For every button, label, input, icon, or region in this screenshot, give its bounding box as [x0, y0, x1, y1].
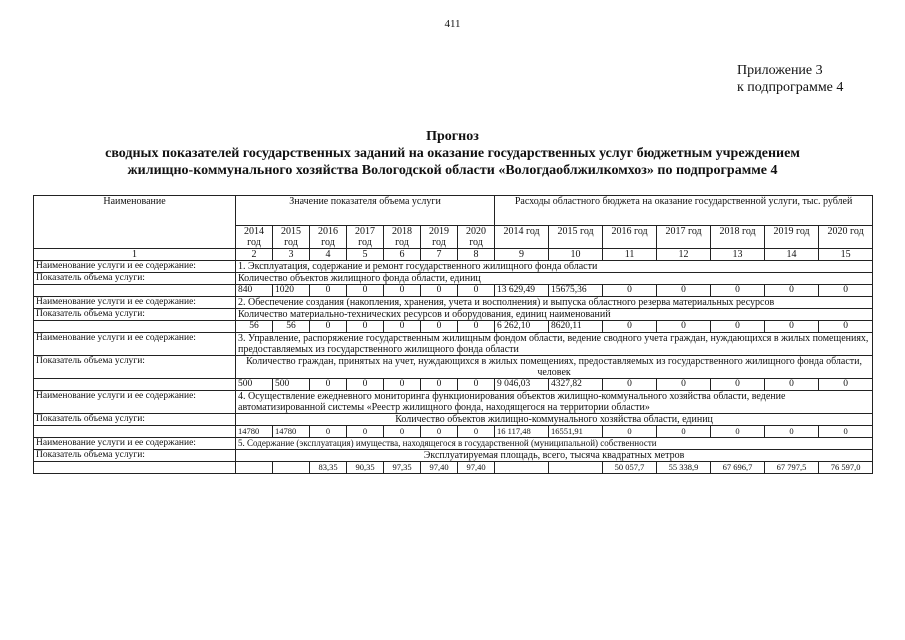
- value-cell: 0: [819, 426, 873, 438]
- value-cell: 0: [347, 379, 384, 391]
- value-cell: 0: [384, 379, 421, 391]
- value-cell: 0: [657, 321, 711, 333]
- value-cell: 90,35: [347, 462, 384, 474]
- service-text: 2. Обеспечение создания (накопления, хранения, учета и восполнения) и выпуска областного резерва материальных ресурсов: [236, 297, 873, 309]
- value-cell: 1020: [273, 285, 310, 297]
- empty-cell: [34, 285, 236, 297]
- value-cell: 14780: [236, 426, 273, 438]
- year-cell: 2014 год: [236, 226, 273, 249]
- service-row: [34, 261, 873, 273]
- column-number: 4: [310, 249, 347, 261]
- year-cell: 2015 год: [549, 226, 603, 249]
- service-row: [34, 438, 873, 450]
- year-cell: 2017 год: [347, 226, 384, 249]
- indicator-row: [34, 450, 873, 462]
- value-cell: 0: [421, 321, 458, 333]
- value-cell: 97,40: [458, 462, 495, 474]
- document-title: [40, 128, 865, 179]
- column-numbers-row: [34, 249, 873, 261]
- value-cell: 0: [421, 426, 458, 438]
- title-line-3: жилищно-коммунального хозяйства Вологодской области «Вологдаоблжилкомхоз» по подпрограмме 4: [127, 163, 778, 178]
- value-cell: 0: [603, 321, 657, 333]
- value-cell: 16551,91: [549, 426, 603, 438]
- value-cell: 0: [765, 285, 819, 297]
- page-number: 411: [444, 18, 461, 30]
- value-cell: 13 629,49: [495, 285, 549, 297]
- value-cell: 0: [819, 379, 873, 391]
- value-cell: 0: [310, 379, 347, 391]
- value-cell: 0: [819, 321, 873, 333]
- column-number: 5: [347, 249, 384, 261]
- year-cell: 2016 год: [310, 226, 347, 249]
- value-cell: 0: [347, 426, 384, 438]
- indicator-label: Показатель объема услуги:: [34, 450, 236, 462]
- service-row: [34, 333, 873, 356]
- year-cell: 2015 год: [273, 226, 310, 249]
- indicator-text: Количество объектов жилищного фонда области, единиц: [236, 273, 873, 285]
- header-value-cell: Значение показателя объема услуги: [236, 196, 495, 226]
- column-number: 6: [384, 249, 421, 261]
- appendix-line-2: к подпрограмме 4: [737, 80, 844, 95]
- column-number: 8: [458, 249, 495, 261]
- value-cell: 97,35: [384, 462, 421, 474]
- column-number: 14: [765, 249, 819, 261]
- column-number: 2: [236, 249, 273, 261]
- value-cell: 0: [765, 426, 819, 438]
- empty-cell: [34, 379, 236, 391]
- service-text: 1. Эксплуатация, содержание и ремонт государственного жилищного фонда области: [236, 261, 873, 273]
- value-cell: 0: [458, 379, 495, 391]
- column-number: 11: [603, 249, 657, 261]
- indicator-row: [34, 414, 873, 426]
- service-text: 3. Управление, распоряжение государственным жилищным фондом области, ведение сводного учета граждан, нуждающихся в жилых помещениях, предоставляемых из государственного жилищного фонда области: [236, 333, 873, 356]
- value-cell: [495, 462, 549, 474]
- value-cell: 76 597,0: [819, 462, 873, 474]
- value-cell: 97,40: [421, 462, 458, 474]
- indicator-text: Количество граждан, принятых на учет, нуждающихся в жилых помещениях, предоставляемых из государственного жилищного фонда области, человек: [236, 356, 873, 379]
- service-label: Наименование услуги и ее содержание:: [34, 333, 236, 356]
- value-cell: [236, 462, 273, 474]
- value-cell: 500: [273, 379, 310, 391]
- value-cell: 0: [310, 426, 347, 438]
- indicator-row: [34, 273, 873, 285]
- title-line-1: Прогноз: [426, 129, 479, 144]
- value-cell: 0: [603, 426, 657, 438]
- indicator-label: Показатель объема услуги:: [34, 273, 236, 285]
- values-row: [34, 379, 873, 391]
- value-cell: 9 046,03: [495, 379, 549, 391]
- value-cell: 15675,36: [549, 285, 603, 297]
- empty-cell: [34, 321, 236, 333]
- value-cell: 0: [347, 285, 384, 297]
- values-row: [34, 321, 873, 333]
- value-cell: 0: [711, 285, 765, 297]
- appendix-line-1: Приложение 3: [737, 63, 823, 78]
- value-cell: 840: [236, 285, 273, 297]
- service-label: Наименование услуги и ее содержание:: [34, 438, 236, 450]
- indicator-row: [34, 309, 873, 321]
- column-number: 9: [495, 249, 549, 261]
- indicator-label: Показатель объема услуги:: [34, 414, 236, 426]
- value-cell: 0: [347, 321, 384, 333]
- year-cell: 2018 год: [711, 226, 765, 249]
- header-name-cell: Наименование: [34, 196, 236, 249]
- value-cell: 0: [310, 321, 347, 333]
- value-cell: 0: [765, 321, 819, 333]
- value-cell: 500: [236, 379, 273, 391]
- value-cell: 56: [273, 321, 310, 333]
- year-cell: 2020 год: [819, 226, 873, 249]
- value-cell: 0: [657, 426, 711, 438]
- service-text: 4. Осуществление ежедневного мониторинга функционирования объектов жилищно-коммунального хозяйства области, ведение автоматизированной системы «Реестр жилищного фонда, находящегося на территории области»: [236, 391, 873, 414]
- value-cell: 14780: [273, 426, 310, 438]
- value-cell: 56: [236, 321, 273, 333]
- year-cell: 2019 год: [421, 226, 458, 249]
- value-cell: 4327,82: [549, 379, 603, 391]
- value-cell: 0: [458, 321, 495, 333]
- value-cell: [273, 462, 310, 474]
- value-cell: 0: [657, 285, 711, 297]
- value-cell: 0: [657, 379, 711, 391]
- year-cell: 2019 год: [765, 226, 819, 249]
- value-cell: 0: [458, 426, 495, 438]
- indicator-text: Количество материально-технических ресурсов и оборудования, единиц наименований: [236, 309, 873, 321]
- column-number: 15: [819, 249, 873, 261]
- indicator-label: Показатель объема услуги:: [34, 309, 236, 321]
- service-text: 5. Содержание (эксплуатация) имущества, находящегося в государственной (муниципальной) собственности: [236, 438, 873, 450]
- year-cell: 2018 год: [384, 226, 421, 249]
- value-cell: [549, 462, 603, 474]
- value-cell: 0: [384, 426, 421, 438]
- indicator-text: Количество объектов жилищно-коммунального хозяйства области, единиц: [236, 414, 873, 426]
- value-cell: 0: [421, 285, 458, 297]
- service-label: Наименование услуги и ее содержание:: [34, 391, 236, 414]
- values-row: [34, 462, 873, 474]
- service-row: [34, 297, 873, 309]
- year-cell: 2017 год: [657, 226, 711, 249]
- value-cell: 8620,11: [549, 321, 603, 333]
- header-row: [34, 196, 873, 226]
- value-cell: 0: [384, 285, 421, 297]
- value-cell: 0: [711, 321, 765, 333]
- column-number: 10: [549, 249, 603, 261]
- column-number: 7: [421, 249, 458, 261]
- service-row: [34, 391, 873, 414]
- values-row: [34, 426, 873, 438]
- empty-cell: [34, 426, 236, 438]
- appendix-note: [737, 62, 843, 96]
- year-cell: 2014 год: [495, 226, 549, 249]
- value-cell: 16 117,48: [495, 426, 549, 438]
- title-line-2: сводных показателей государственных заданий на оказание государственных услуг бюджетным учреждением: [105, 146, 800, 161]
- value-cell: 55 338,9: [657, 462, 711, 474]
- value-cell: 67 797,5: [765, 462, 819, 474]
- empty-cell: [34, 462, 236, 474]
- header-budget-cell: Расходы областного бюджета на оказание государственной услуги, тыс. рублей: [495, 196, 873, 226]
- service-label: Наименование услуги и ее содержание:: [34, 261, 236, 273]
- value-cell: 0: [603, 379, 657, 391]
- year-cell: 2020 год: [458, 226, 495, 249]
- value-cell: 0: [603, 285, 657, 297]
- column-number: 13: [711, 249, 765, 261]
- indicator-label: Показатель объема услуги:: [34, 356, 236, 379]
- column-number: 12: [657, 249, 711, 261]
- value-cell: 6 262,10: [495, 321, 549, 333]
- indicator-text: Эксплуатируемая площадь, всего, тысяча квадратных метров: [236, 450, 873, 462]
- value-cell: 0: [310, 285, 347, 297]
- indicator-row: [34, 356, 873, 379]
- value-cell: 0: [711, 426, 765, 438]
- year-cell: 2016 год: [603, 226, 657, 249]
- column-number: 1: [34, 249, 236, 261]
- value-cell: 0: [421, 379, 458, 391]
- value-cell: 0: [384, 321, 421, 333]
- value-cell: 0: [819, 285, 873, 297]
- values-row: [34, 285, 873, 297]
- value-cell: 0: [765, 379, 819, 391]
- value-cell: 67 696,7: [711, 462, 765, 474]
- value-cell: 0: [711, 379, 765, 391]
- value-cell: 83,35: [310, 462, 347, 474]
- forecast-table: [33, 195, 873, 474]
- value-cell: 0: [458, 285, 495, 297]
- service-label: Наименование услуги и ее содержание:: [34, 297, 236, 309]
- column-number: 3: [273, 249, 310, 261]
- value-cell: 50 057,7: [603, 462, 657, 474]
